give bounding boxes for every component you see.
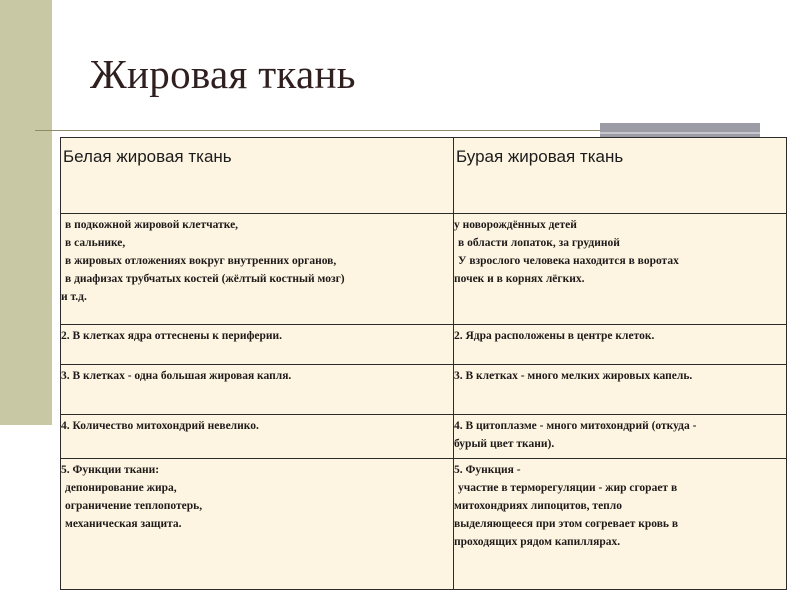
table-row-nuclei [61,325,787,365]
cell-line: У взрослого человека находится в воротах [458,255,679,267]
cell-white-droplets [61,365,454,415]
cell-brown-mitochondria [454,415,787,459]
cell-line: митохондриях липоцитов, тепло [454,500,623,512]
title-divider-line [35,130,605,131]
cell-line: 3. В клетках - одна большая жировая капля. [61,370,292,382]
cell-white-functions [61,459,454,590]
cell-line: в подкожной жировой клетчатке, [65,219,239,231]
table-row-functions [61,459,787,590]
cell-line: почек и в корнях лёгких. [454,273,585,285]
cell-line: 5. Функция - [454,464,521,476]
cell-line: выделяющееся при этом согревает кровь в [454,518,679,530]
cell-line: проходящих рядом капиллярах. [454,536,621,548]
table-row-location [61,214,787,325]
cell-brown-location [454,214,787,325]
cell-line: у новорождённых детей [454,219,577,231]
cell-white-location [61,214,454,325]
cell-line: депонирование жира, [65,482,177,494]
cell-line: бурый цвет ткани). [454,438,555,450]
side-accent-bar [0,0,52,425]
cell-line: и т.д. [61,291,87,303]
cell-line: 3. В клетках - много мелких жировых капель. [454,370,693,382]
cell-line: в области лопаток, за грудиной [458,237,620,249]
slide-title: Жировая ткань [90,51,356,97]
cell-brown-droplets [454,365,787,415]
comparison-table [60,137,787,590]
header-white-fat: Белая жировая ткань [61,138,454,214]
cell-brown-nuclei [454,325,787,365]
cell-white-mitochondria [61,415,454,459]
cell-line: участие в терморегуляции - жир сгорает в [458,482,678,494]
cell-line: в сальнике, [65,237,126,249]
cell-line: 2. В клетках ядра оттеснены к периферии. [61,330,283,342]
cell-line: 2. Ядра расположены в центре клеток. [454,330,655,342]
cell-line: 4. В цитоплазме - много митохондрий (откуда - [454,420,697,432]
cell-line: ограничение теплопотерь, [65,500,203,512]
cell-white-nuclei [61,325,454,365]
cell-line: 5. Функции ткани: [61,464,160,476]
table-row-mitochondria [61,415,787,459]
table-row-droplets [61,365,787,415]
title-divider-highlight [600,132,760,134]
cell-line: в жировых отложениях вокруг внутренних органов, [65,255,337,267]
cell-line: механическая защита. [65,518,182,530]
cell-line: 4. Количество митохондрий невелико. [61,420,259,432]
header-brown-fat: Бурая жировая ткань [454,138,787,214]
cell-line: в диафизах трубчатых костей (жёлтый костный мозг) [65,273,345,285]
cell-brown-functions [454,459,787,590]
table-header-row [61,138,787,214]
